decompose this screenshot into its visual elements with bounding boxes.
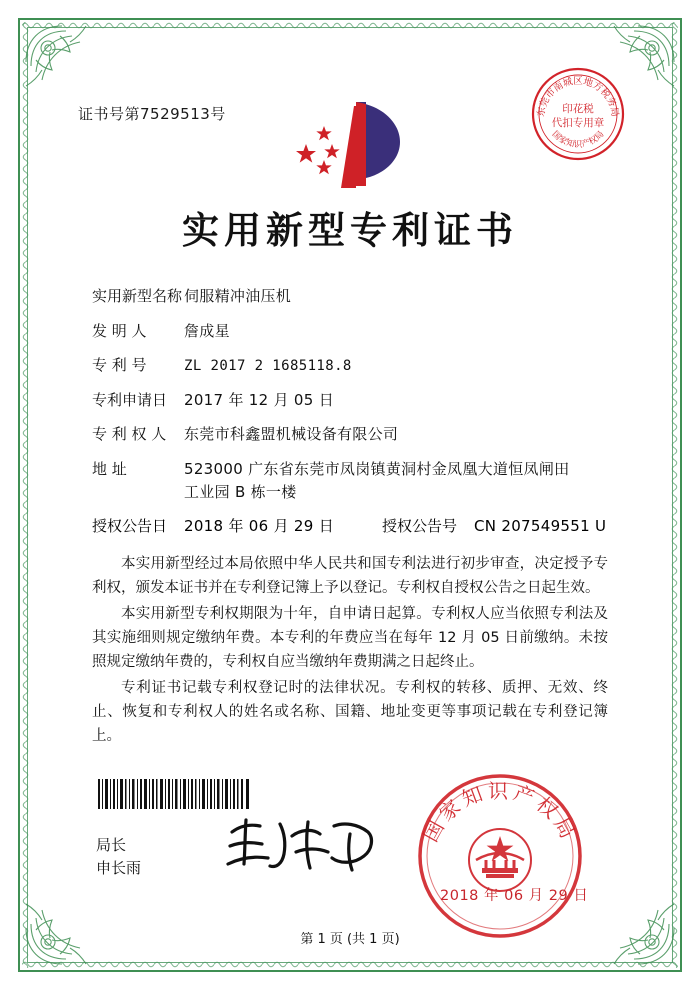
barcode: [98, 779, 250, 809]
field-label: 专 利 权 人: [92, 425, 167, 443]
field-row-inventor: [92, 320, 612, 341]
paragraph-1: 本实用新型经过本局依照中华人民共和国专利法进行初步审查，决定授予专利权，颁发本证书并在专利登记簿上予以登记。专利权自授权公告之日起生效。: [92, 556, 608, 596]
field-value: 詹成星: [184, 321, 230, 340]
tax-seal-arc-text: 东莞市南城区地方税务局: [535, 76, 621, 118]
certificate-number: 证书号第7529513号: [78, 105, 226, 123]
announcement-date-group: [92, 515, 382, 536]
page-title: 实用新型专利证书: [182, 209, 518, 252]
tax-seal-bottom-text: 国家知识产权局: [549, 129, 607, 150]
svg-text:国家知识产权局: [550, 129, 607, 150]
announcement-number-label: 授权公告号: [382, 517, 458, 535]
announcement-date-label: 授权公告日: [92, 517, 168, 535]
field-row-name: [92, 285, 612, 306]
corner-ornament-icon: [592, 882, 678, 968]
tax-seal-line2: 印花税: [562, 104, 594, 115]
field-value: 伺服精冲油压机: [184, 287, 292, 305]
address-continuation: 工业园 B 栋一楼: [184, 482, 297, 501]
field-row-patentee: [92, 423, 612, 444]
border-pattern-left: [21, 22, 30, 968]
handwritten-signature: [222, 812, 382, 878]
border-pattern-right: [670, 22, 679, 968]
seal-arc-text: 国家知识产权局: [418, 779, 582, 846]
announcement-date-value: 2018 年 06 月 29 日: [184, 517, 334, 535]
field-row-patent-number: [92, 354, 612, 375]
field-row-address-continued: [184, 481, 612, 502]
field-row-application-date: [92, 389, 612, 410]
announcement-number-value: CN 207549551 U: [474, 517, 607, 535]
director-name-label: 申长雨: [96, 859, 142, 877]
page-footer: 第 1 页 (共 1 页): [300, 932, 400, 947]
field-label: 发 明 人: [92, 321, 147, 340]
announcement-number-group: [382, 515, 606, 536]
body-text: [92, 552, 608, 750]
field-label: 专 利 号: [92, 356, 147, 374]
director-labels: [96, 834, 141, 880]
seal-date: 2018 年 06 月 29 日: [440, 888, 589, 904]
field-row-address: [92, 458, 612, 479]
field-value: ZL 2017 2 1685118.8: [184, 358, 352, 374]
tax-seal-line3: 代扣专用章: [551, 118, 605, 129]
border-pattern-top: [22, 21, 678, 30]
director-role-label: 局长: [96, 836, 127, 854]
tax-stamp-seal: [530, 66, 626, 162]
field-value: 2017 年 12 月 05 日: [184, 390, 334, 409]
corner-ornament-icon: [22, 882, 108, 968]
border-pattern-bottom: [22, 960, 678, 969]
field-label: 实用新型名称: [92, 287, 183, 305]
svg-text:国家知识产权局: [418, 779, 582, 846]
cnipa-official-seal: [416, 772, 584, 940]
field-label: 专利申请日: [92, 390, 168, 409]
field-value: 东莞市科鑫盟机械设备有限公司: [184, 425, 399, 443]
cnipa-emblem-icon: [296, 96, 406, 192]
paragraph-2: 本实用新型专利权期限为十年，自申请日起算。专利权人应当依照专利法及其实施细则规定缴纳年费。本专利的年费应当在每年 12 月 05 日前缴纳。未按照规定缴纳年费的，专利权自应当缴纳年费期满之日起终止。: [92, 606, 608, 670]
corner-ornament-icon: [22, 22, 108, 108]
field-row-announcement: [92, 515, 612, 536]
field-label: 地 址: [92, 459, 127, 478]
field-value: 523000 广东省东莞市凤岗镇黄洞村金凤凰大道恒凤闸田: [184, 459, 570, 478]
field-list: [92, 285, 612, 550]
paragraph-3: 专利证书记载专利权登记时的法律状况。专利权的转移、质押、无效、终止、恢复和专利权人的姓名或名称、国籍、地址变更等事项记载在专利登记簿上。: [92, 680, 608, 744]
